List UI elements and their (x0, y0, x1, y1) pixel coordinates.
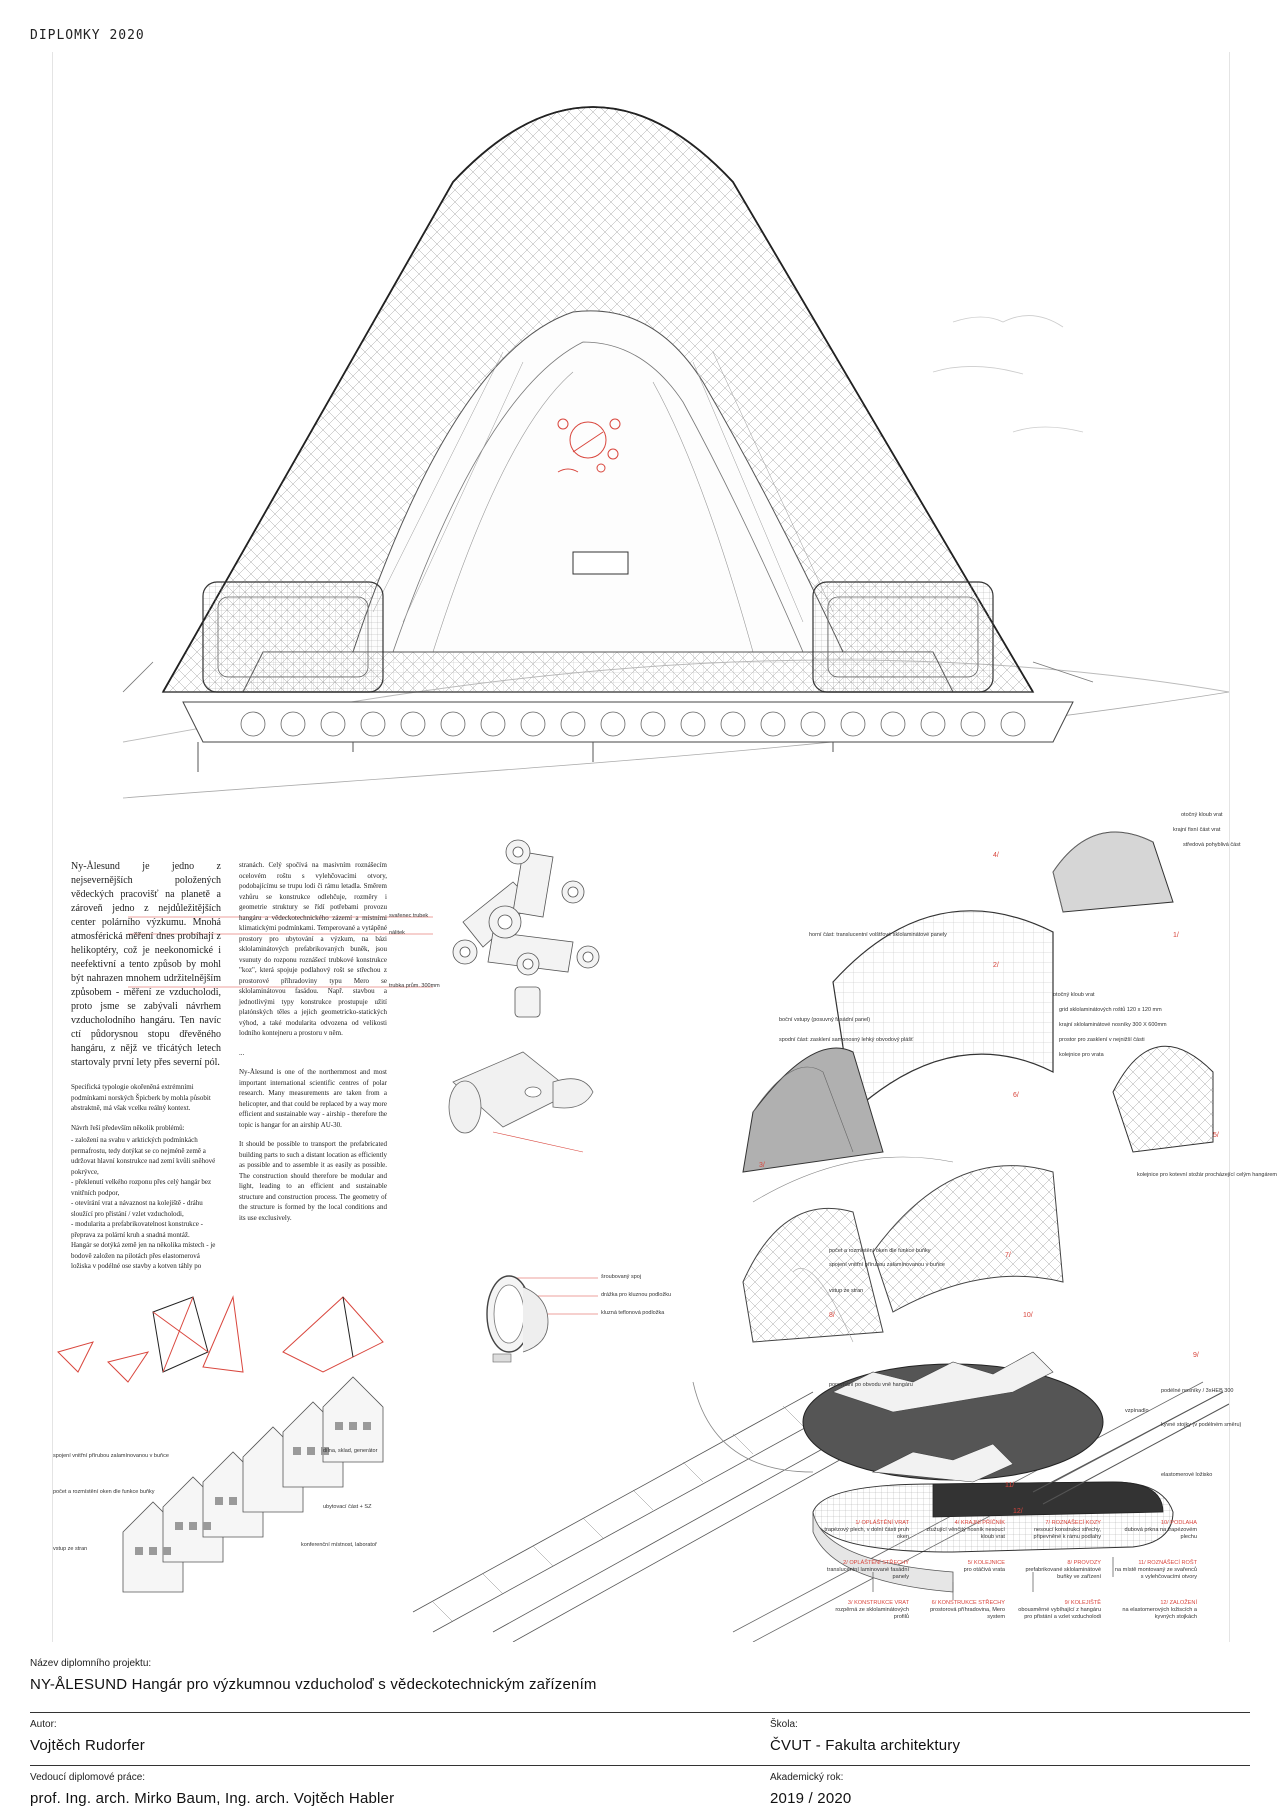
prefab-cells-drawing (123, 1377, 383, 1592)
legend-item-desc: nesoucí konstrukci střechy, připevněné k rámu podlahy (1033, 1526, 1101, 1540)
description-czech-column (71, 860, 221, 1281)
school-value: ČVUT - Fakulta architektury (770, 1737, 961, 1754)
label-cell-workshop: dílna, sklad, generátor (323, 1448, 378, 1454)
legend-item-desc: translucentní laminované fasádní panely (826, 1566, 909, 1580)
description-paragraph: Ny-Ålesund je jedno z nejsevernějších položených vědeckých pracovišť na planetě a zároveň jedno z nejdůležitějších center polárního výzkumu. Mnohá atmosférická měření dnes probíhají z helikoptéry, což je neekonomické i neefektivní a tento způsob by mohl být nahrazen mnohem udržitelnějším způsobem - měření ze vzducholodi, proto jsme se zabývali návrhem vzducholodního hangáru. Ten navíc ctí půdorysnou stopu dřevěného hangáru, z nějž ve třicátých letech startovaly první lety přes severní pól. (71, 861, 221, 1068)
label-expl-8: grid sklolaminátových roštů 120 x 120 mm (1059, 1007, 1162, 1013)
label-expl-13: počet a rozmístění oken dle funkce buňky (829, 1248, 931, 1254)
label-cell-living: ubytovací část + SZ (323, 1504, 372, 1510)
label-expl-19: kyvné stojky (v podélném směru) (1161, 1422, 1242, 1428)
bearing-detail-drawing (487, 1276, 598, 1362)
academic-year-label: Akademický rok: (770, 1772, 844, 1783)
problems-title: Návrh řeší především několik problémů: (71, 1123, 185, 1132)
legend-item (919, 1520, 1005, 1540)
label-expl-1: otočný kloub vrat (1181, 812, 1223, 818)
legend-item-title: 8/ PROVOZY (1067, 1560, 1101, 1566)
legend-item-title: 7/ ROZNÁŠECÍ KOZY (1045, 1520, 1101, 1526)
legend-item-title: 3/ KONSTRUKCE VRAT (847, 1600, 909, 1606)
legend-item-desc: na místě montovaný ze svařenců s vylehčovacími otvory (1114, 1566, 1197, 1580)
legend-item-title: 12/ ZALOŽENÍ (1160, 1600, 1197, 1606)
academic-year-value: 2019 / 2020 (770, 1790, 852, 1807)
footer-row-author (30, 1712, 1250, 1765)
legend-item-desc: obousměrné vybíhající z hangáru pro přistání a vzlet vzducholodi (1018, 1606, 1101, 1620)
legend-item (1111, 1520, 1197, 1540)
list-item: - modularita a prefabrikovatelnost konstrukce - přeprava za polární kruh a snadná montáž. (71, 1220, 203, 1239)
label-expl-17: podélné nosníky / 3xHEB 300 (1161, 1388, 1234, 1394)
label-joint-pipe: trubka prům. 300mm (389, 983, 440, 989)
label-expl-9: krajní sklolaminátové nosníky 300 X 600mm (1059, 1022, 1167, 1028)
list-item: - založení na svahu v arktických podmínkách permafrostu, tedy dotýkat se co nejméně země a udržovat hlavní konstrukce nad zemí kvůli sněhové pokrývce, (71, 1136, 216, 1176)
legend-item (1111, 1560, 1197, 1580)
legend-item-title: 6/ KONSTRUKCE STŘECHY (931, 1600, 1005, 1606)
legend-item (1111, 1600, 1197, 1620)
legend-item-title: 1/ OPLÁŠTĚNÍ VRAT (855, 1520, 909, 1526)
label-expl-16: porovnání po obvodu vně hangáru (829, 1382, 913, 1388)
legend-item-title: 10/ PODLAHA (1160, 1520, 1197, 1526)
problems-list (71, 1135, 221, 1240)
bracket-detail-drawing (449, 1052, 593, 1152)
description-paragraph: Hangár se dotýká země jen na několika místech - je bodově založen na pilotách přes elastomerová ložiska v podélné ose stavby a kotven táhly po (71, 1241, 216, 1270)
part-number: 1/ (1173, 932, 1179, 939)
legend-item-title: 11/ ROZNÁŠECÍ ROŠT (1138, 1560, 1197, 1566)
legend-item-desc: trapézový plech, v dolní části pruh oken (824, 1526, 909, 1540)
author-value: Vojtěch Rudorfer (30, 1737, 145, 1754)
academic-year-cell (770, 1766, 851, 1807)
footer-row-supervisor (30, 1765, 1250, 1818)
part-number: 3/ (759, 1162, 765, 1169)
footer-row-project (30, 1652, 1250, 1712)
part-number: 2/ (993, 962, 999, 969)
part-number: 4/ (993, 852, 999, 859)
part-number: 10/ (1023, 1312, 1033, 1319)
list-item: - otevírání vrat a návaznost na kolejiště - dráhu sloužící pro přistání / vzlet vzducholodi, (71, 1199, 203, 1218)
legend-item (1015, 1560, 1101, 1580)
legend-item (1015, 1520, 1101, 1540)
label-cell-flange: spojení vnitřní přírubou zalamínovanou v buňce (53, 1453, 169, 1459)
description-paragraph-english: Ny-Ålesund is one of the northernmost and most important international scientific centres of polar research. Many measurements are taken from a helicopter, and that could be replaced by a way more efficient and sustainable way - airship - therefore the topic is hangar for an airship AU-30. (239, 1068, 387, 1129)
description-paragraph-english: It should be possible to transport the prefabricated building parts to such a distant location as efficiently as possible and to assemble it as easily as possible. The construction should therefore be modular and light, leading to an efficient and sustainable structure and construction process. The geometry of the structure is formed by the local conditions and its use exclusively. (239, 1140, 388, 1222)
label-expl-12: kolejnice pro kotevní stožár procházející celým hangárem (1137, 1172, 1278, 1178)
part-number: 12/ (1013, 1508, 1023, 1515)
label-expl-5: boční vstupy (posuvný fasádní panel) (779, 1017, 871, 1023)
label-cell-windows: počet a rozmístění oken dle funkce buňky (53, 1489, 155, 1495)
legend-item (823, 1520, 909, 1540)
legend-item-title: 2/ OPLÁŠTĚNÍ STŘECHY (843, 1560, 909, 1566)
project-name-value: NY-ÅLESUND Hangár pro výzkumnou vzducholoď s vědeckotechnickým zařízením (30, 1676, 597, 1693)
legend-item-desc: prefabrikované sklolaminátové buňky ve zařízení (1025, 1566, 1101, 1580)
part-number: 8/ (829, 1312, 835, 1319)
legend-item (919, 1600, 1005, 1620)
legend-item-desc: prostorová příhradovina, Mero system (930, 1606, 1005, 1620)
label-bearing-bolt: šroubovaný spoj (601, 1274, 642, 1280)
problems-block (71, 1082, 221, 1272)
label-bearing-groove: drážka pro kluznou podložku (601, 1292, 672, 1298)
project-info-footer (30, 1652, 1250, 1818)
school-label: Škola: (770, 1719, 798, 1730)
label-expl-10: prostor pro zasklení v nejnižší části (1059, 1037, 1145, 1043)
legend-item-desc: pro otáčivá vrata (963, 1566, 1005, 1573)
legend-item-title: 4/ KRAJNÍ PŘÍČNÍK (954, 1520, 1005, 1526)
list-item: - překlenutí velkého rozponu přes celý hangár bez vnitřních podpor, (71, 1178, 212, 1197)
description-paragraph: Specifická typologie okořeněná extrémními podmínkami norských Špicberk by mohla působit abstraktně, má však vcelku reálný kontext. (71, 1083, 211, 1112)
label-expl-2: krajní fixní část vrat (1173, 827, 1221, 833)
supervisor-value: prof. Ing. arch. Mirko Baum, Ing. arch. Vojtěch Habler (30, 1790, 395, 1807)
legend-item (919, 1560, 1005, 1574)
label-cell-lab: konferenční místnost, laboratoř (301, 1542, 377, 1548)
label-expl-15: vstup ze stran (829, 1288, 864, 1294)
label-expl-6: spodní část: zasklení samonosný lehký obvodový plášť (779, 1037, 914, 1043)
label-joint-weldment: svařenec trubek (389, 913, 429, 919)
label-joint-lug: nálitek (389, 930, 405, 936)
legend-item-title: 5/ KOLEJNICE (967, 1560, 1005, 1566)
legend-item-desc: ztužující věnčitý nosník nesoucí kloub vrat (926, 1526, 1005, 1540)
description-second-column (239, 860, 387, 1232)
part-number: 5/ (1213, 1132, 1219, 1139)
part-number: 9/ (1193, 1352, 1199, 1359)
legend-item (823, 1560, 909, 1580)
drawings-layer (53, 52, 1229, 1642)
hangar-main-drawing (123, 107, 1229, 798)
legend-item (1015, 1600, 1101, 1620)
legend-item-desc: dubová prkna na trapézovém plechu (1124, 1526, 1197, 1540)
legend-item-desc: rozpěrná ze sklolaminátových profilů (835, 1606, 909, 1620)
label-expl-14: spojení vnitřní přírubou zalamínovanou v buňce (829, 1262, 945, 1268)
label-expl-20: elastomerové ložisko (1161, 1472, 1213, 1478)
label-expl-18: vzpínadlo (1125, 1408, 1149, 1414)
supervisor-cell (30, 1766, 394, 1807)
label-bearing-teflon: kluzná teflonová podložka (601, 1310, 665, 1316)
author-label: Autor: (30, 1719, 57, 1730)
separator-text: ... (239, 1048, 245, 1057)
project-name-cell (30, 1652, 597, 1693)
label-expl-4: horní část: translucentní volštřové sklolaminátové panely (809, 932, 947, 938)
label-cell-entry: vstup ze stran (53, 1546, 88, 1552)
description-paragraph: stranách. Celý spočívá na masivním roznášecím ocelovém roštu s vylehčovacími otvory, podobajícímu se trupu lodi či rámu letadla. Směrem vzhůru se konstrukce odlehčuje, rozměry i geometrie struktury se řídí potřebami provozu hangáru a vědeckotechnického zázemí a místními klimatickými podmínkami. Temperované a vytápěné prostory pro ubytování a výzkum, na bázi sklolaminátových prefabrikovaných buněk, jsou vsunuty do rozponu roznášecí trubkové konstrukce "koz", která spojuje podlahový rošt se střechou z prostorové příhradoviny typu Mero se sklolaminátovou fasádou. Např. stavbou a jednotlivými typy konstrukce prostupuje užití platónských těles a jejich geometricko-statických výhod, a také modularita odvozena od velikosti lodního kontejneru a prostoru v něm. (239, 861, 387, 1037)
legend-item-title: 9/ KOLEJIŠTĚ (1064, 1600, 1101, 1606)
author-cell (30, 1713, 145, 1754)
project-name-label: Název diplomního projektu: (30, 1658, 152, 1669)
poster-header-tag: DIPLOMKY 2020 (30, 28, 145, 43)
label-expl-11: kolejnice pro vrata (1059, 1052, 1104, 1058)
label-expl-3: středová pohyblivá část (1183, 842, 1241, 848)
school-cell (770, 1713, 960, 1754)
legend-item-desc: na elastomerových ložiscích a kyvných stojkách (1122, 1606, 1197, 1620)
exploded-axonometry-drawing (693, 832, 1229, 1600)
supervisor-label: Vedoucí diplomové práce: (30, 1772, 146, 1783)
geometry-sketches (58, 1297, 383, 1382)
part-number: 6/ (1013, 1092, 1019, 1099)
part-number: 11/ (1005, 1482, 1015, 1489)
legend-item (823, 1600, 909, 1620)
poster-sheet (52, 52, 1278, 1642)
part-number: 7/ (1005, 1252, 1011, 1259)
label-expl-7: otočný kloub vrat (1053, 992, 1095, 998)
